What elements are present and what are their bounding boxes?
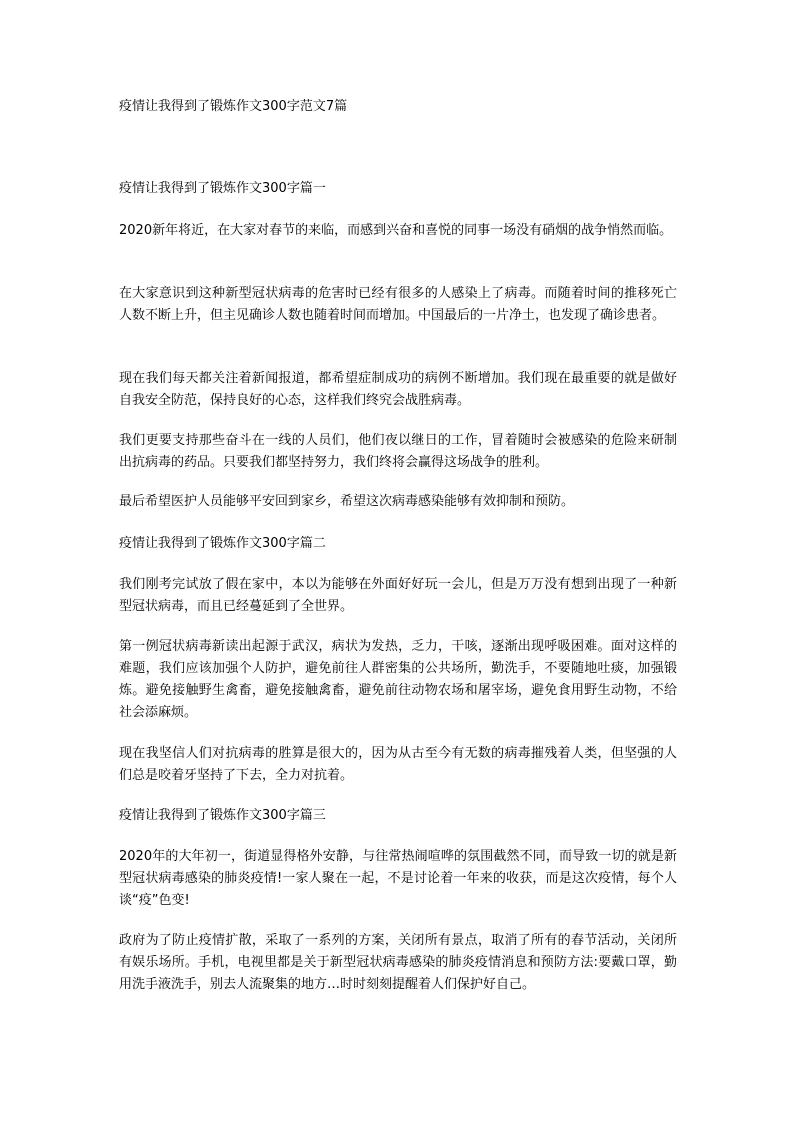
section-3-paragraph-2: 政府为了防止疫情扩散，采取了一系列的方案，关闭所有景点，取消了所有的春节活动，关闭所有娱乐场所。手机，电视里都是关于新型冠状病毒感染的肺炎疫情消息和预防方法:要戴口罩，勤用洗手液洗手，别去人流聚集的地方…时时刻刻提醒着人们保护好自己。	[119, 933, 677, 992]
section-2-paragraph-2: 第一例冠状病毒新读出起源于武汉，病状为发热，乏力，干咳，逐渐出现呼吸困难。面对这样的难题，我们应该加强个人防护，避免前往人群密集的公共场所，勤洗手，不要随地吐痰，加强锻炼。避免接触野生禽畜，避免接触禽畜，避免前往动物农场和屠宰场，避免食用野生动物，不给社会添麻烦。	[119, 639, 677, 720]
section-3-paragraph-1: 2020年的大年初一，街道显得格外安静，与往常热闹喧哗的氛围截然不同，而导致一切的就是新型冠状病毒感染的肺炎疫情!一家人聚在一起，不是讨论着一年来的收获，而是这次疫情，每个人谈“疫”色变!	[119, 849, 677, 908]
section-1-paragraph-1: 2020新年将近，在大家对春节的来临，而感到兴奋和喜悦的同事一场没有硝烟的战争悄然而临。	[119, 223, 673, 238]
section-1-paragraph-4: 我们更要支持那些奋斗在一线的人员们，他们夜以继日的工作，冒着随时会被感染的危险来研制出抗病毒的药品。只要我们都坚持努力，我们终将会赢得这场战争的胜利。	[119, 433, 677, 470]
section-1-paragraph-3: 现在我们每天都关注着新闻报道，都希望症制成功的病例不断增加。我们现在最重要的就是做好自我安全防范，保持良好的心态，这样我们终究会战胜病毒。	[119, 371, 677, 408]
section-3-heading: 疫情让我得到了锻炼作文300字篇三	[119, 808, 326, 823]
document-title: 疫情让我得到了锻炼作文300字范文7篇	[119, 99, 348, 114]
section-2-paragraph-1: 我们刚考完试放了假在家中，本以为能够在外面好好玩一会儿，但是万万没有想到出现了一种新型冠状病毒，而且已经蔓延到了全世界。	[119, 577, 677, 614]
section-1-paragraph-2: 在大家意识到这种新型冠状病毒的危害时已经有很多的人感染上了病毒。而随着时间的推移死亡人数不断上升，但主见确诊人数也随着时间而增加。中国最后的一片净土，也发现了确诊患者。	[119, 286, 677, 323]
section-2-paragraph-3: 现在我坚信人们对抗病毒的胜算是很大的，因为从古至今有无数的病毒摧残着人类，但坚强的人们总是咬着牙坚持了下去，全力对抗着。	[119, 746, 677, 783]
section-1-heading: 疫情让我得到了锻炼作文300字篇一	[119, 181, 326, 196]
section-1-paragraph-5: 最后希望医护人员能够平安回到家乡，希望这次病毒感染能够有效抑制和预防。	[119, 494, 575, 509]
section-2-heading: 疫情让我得到了锻炼作文300字篇二	[119, 536, 326, 551]
